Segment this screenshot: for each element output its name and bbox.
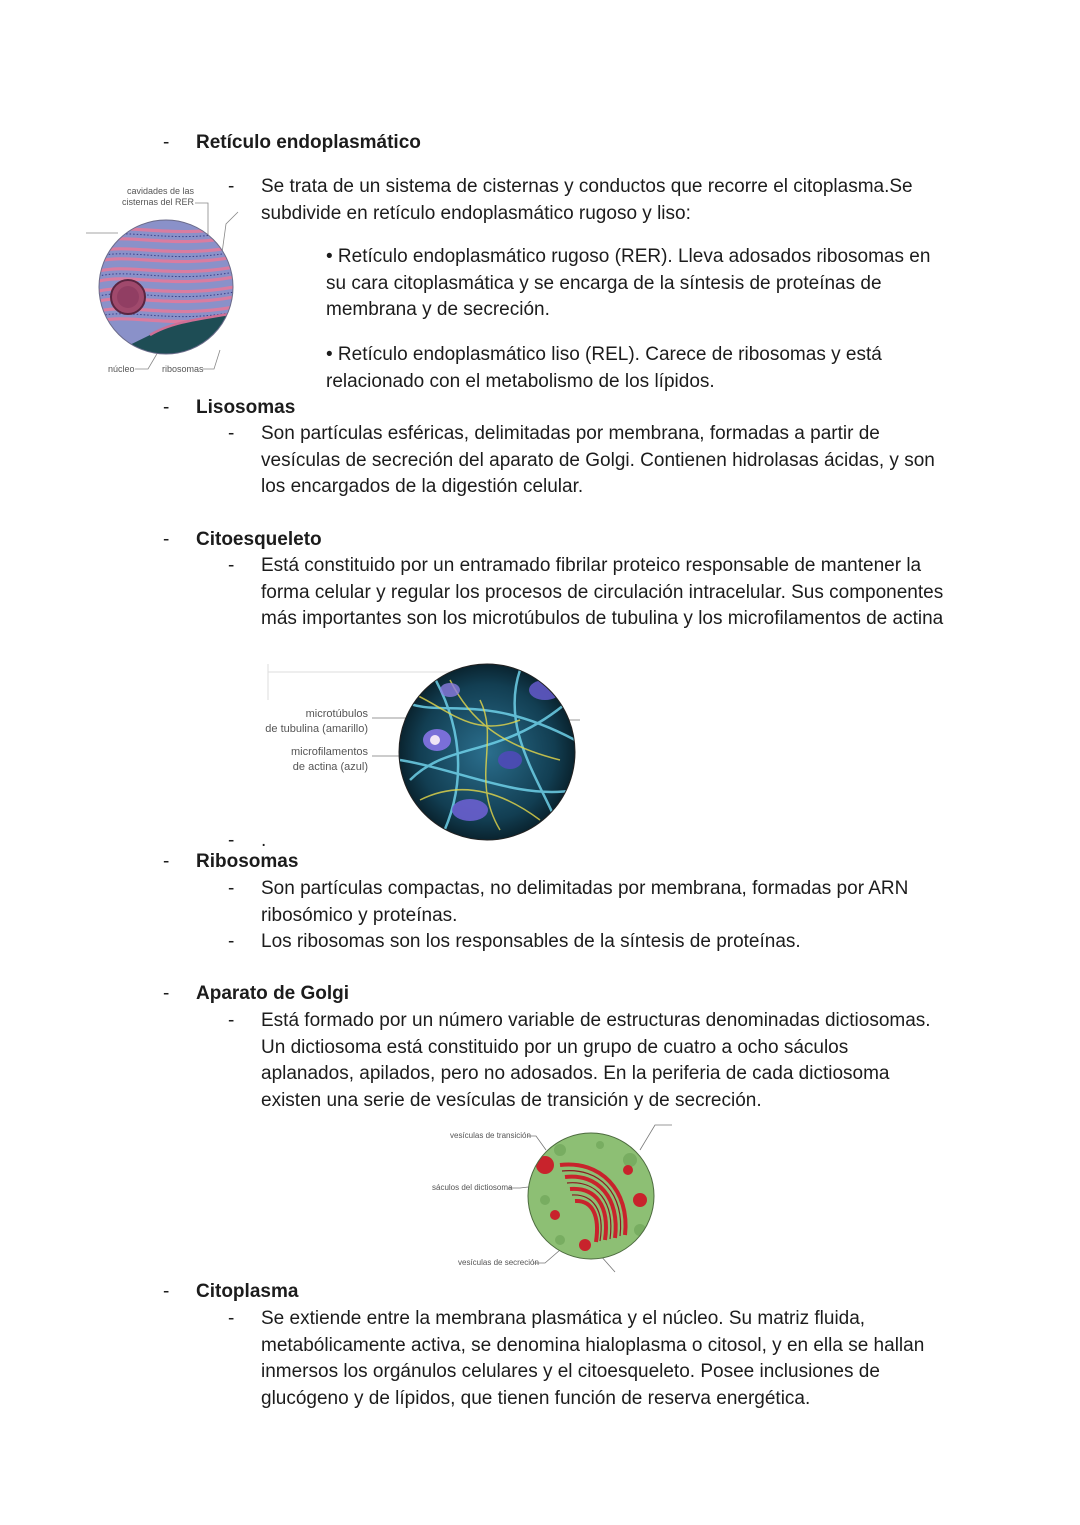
label-microfilamentos-1: microfilamentos (290, 746, 368, 758)
label-nucleo: núcleo (108, 364, 135, 374)
label-ribosomas: ribosomas (162, 364, 204, 374)
section-title-citoplasma: Citoplasma (196, 1281, 299, 1302)
ribosomas-text-2: Los ribosomas son los responsables de la síntesis de proteínas. (261, 931, 801, 952)
section-title-citoesqueleto: Citoesqueleto (196, 529, 322, 550)
label-vesiculas-transicion: vesículas de transición (450, 1131, 531, 1140)
label-vesiculas-secrecion: vesículas de secreción (458, 1258, 539, 1267)
citoplasma-text: Se extiende entre la membrana plasmática y el núcleo. Su matriz fluida, metabólicamente activa, se denomina hialoplasma o citosol, y en ella se hallan inmersos los orgánulos celulares y el citoesqueleto. Posee inclusiones de glucógeno y de lípidos, que tienen función de reserva energética. (261, 1308, 925, 1409)
ribosomas-text-1: Son partículas compactas, no delimitadas por membrana, formadas por ARN ribosómico y proteínas. (261, 878, 909, 926)
bullet-dash: - (163, 529, 170, 550)
bullet-dash: - (163, 983, 170, 1004)
label-microtubulos-1: microtúbulos (305, 708, 368, 720)
bullet-dash: - (228, 878, 235, 899)
label-microtubulos-2: de tubulina (amarillo) (265, 723, 368, 735)
rel-text: • Retículo endoplasmático liso (REL). Carece de ribosomas y está relacionado con el metabolismo de los lípidos. (326, 344, 882, 392)
rer-text: • Retículo endoplasmático rugoso (RER). Lleva adosados ribosomas en su cara citoplasmática y se encarga de la síntesis de proteínas de membrana y de secreción. (326, 246, 931, 320)
bullet-dash: - (163, 397, 170, 418)
bullet-dash: - (228, 1010, 235, 1031)
lisosomas-text: Son partículas esféricas, delimitadas por membrana, formadas a partir de vesículas de secreción del aparato de Golgi. Contienen hidrolasas ácidas, y son los encargados de la digestión celular. (261, 423, 935, 497)
bullet-dash: - (163, 132, 170, 153)
reticulo-intro-text: Se trata de un sistema de cisternas y conductos que recorre el citoplasma.Se subdivide en retículo endoplasmático rugoso y liso: (261, 176, 913, 224)
bullet-dash: - (228, 423, 235, 444)
section-title-golgi: Aparato de Golgi (196, 983, 350, 1004)
bullet-dash: - (228, 176, 235, 197)
label-cavidades-rer: cavidades de las cisternas del RER (121, 186, 194, 208)
bullet-dash: - (228, 931, 235, 952)
bullet-dash: - (163, 1281, 170, 1302)
citoesqueleto-trailing-dot: . (261, 830, 267, 851)
bullet-dash: - (228, 830, 235, 851)
label-microfilamentos-2: de actina (azul) (292, 761, 368, 773)
bullet-dash: - (163, 851, 170, 872)
label-saculos-dictiosoma: sáculos del dictiosoma (432, 1183, 513, 1192)
section-title-reticulo: Retículo endoplasmático (196, 132, 421, 153)
bullet-dash: - (228, 555, 235, 576)
section-title-lisosomas: Lisosomas (196, 397, 296, 418)
section-title-ribosomas: Ribosomas (196, 851, 299, 872)
bullet-dash: - (228, 1308, 235, 1329)
citoesqueleto-text: Está constituido por un entramado fibrilar proteico responsable de mantener la forma celular y regular los procesos de circulación intracelular. Sus componentes más importantes son los microtúbulos de tubulina y los microfilamentos de actina (261, 555, 944, 629)
golgi-text: Está formado por un número variable de estructuras denominadas dictiosomas. Un dictiosoma está constituido por un grupo de cuatro a ocho sáculos aplanados, apilados, pero no adosados. En la periferia de cada dictiosoma existen una serie de vesículas de transición y de secreción. (261, 1010, 931, 1111)
